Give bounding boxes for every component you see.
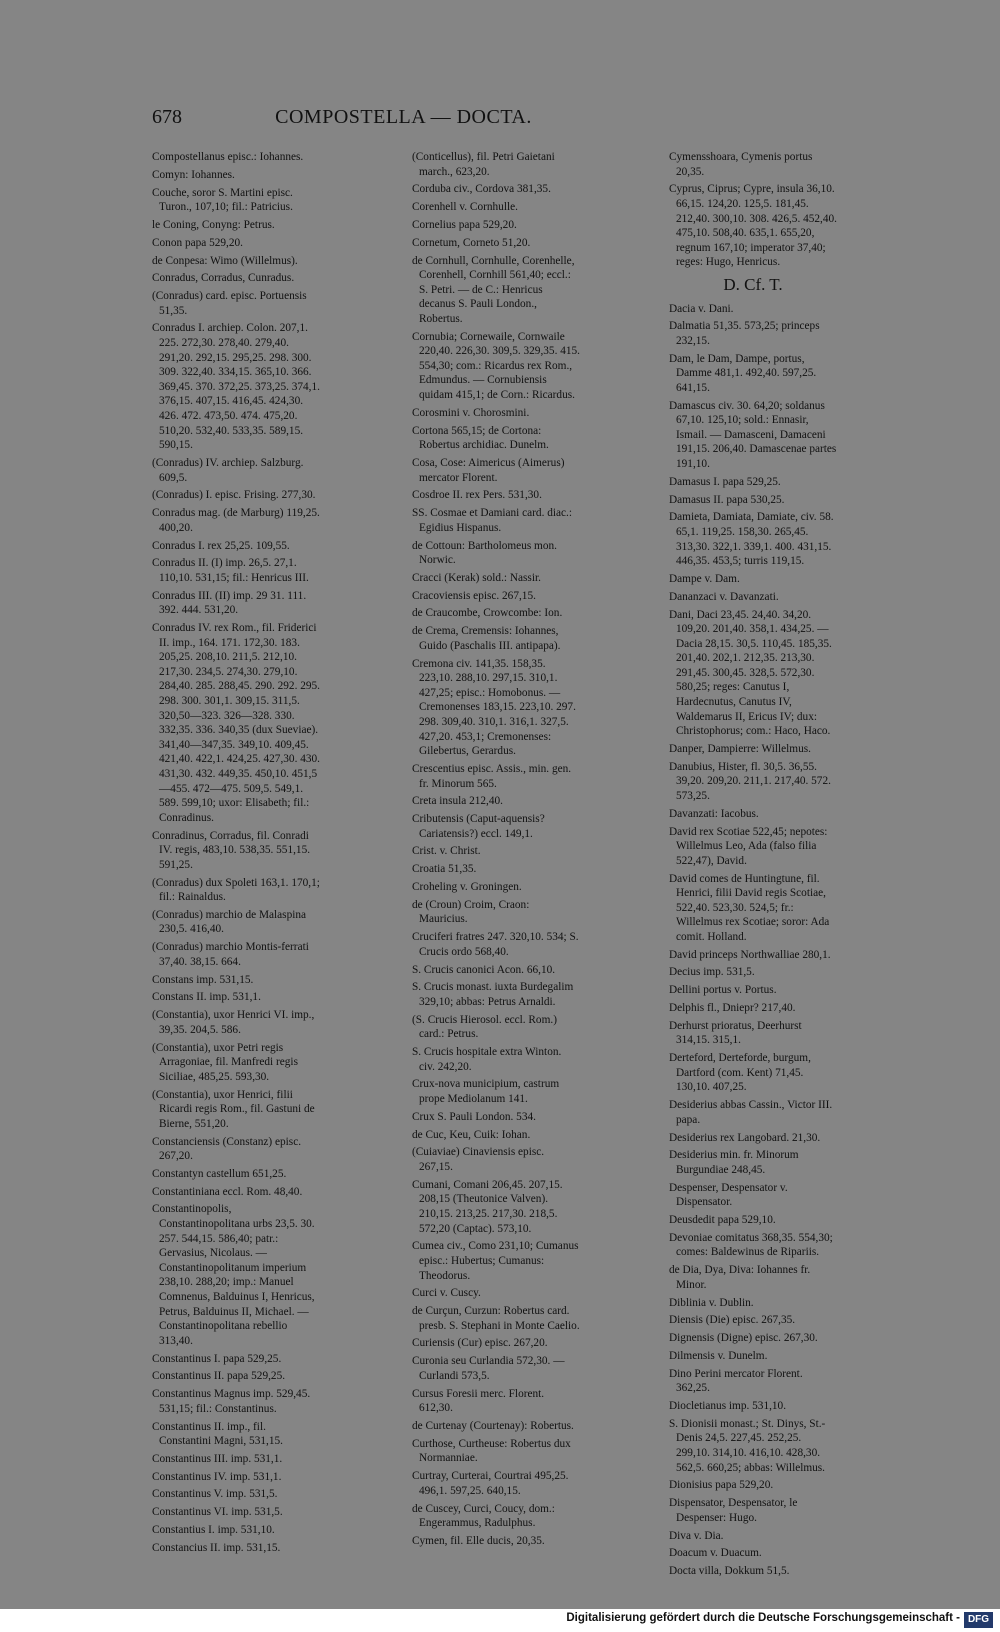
index-entry: Creta insula 212,40. [412, 795, 503, 808]
index-entry: David comes de Huntingtune, fil. Henrici, filii David regis Scotiae, 522,40. 523,30. 524,5; fr.: Willelmus rex Scotiae; soror: Ada comit. Holland. [669, 872, 830, 943]
index-entry: Conradus IV. rex Rom., fil. Friderici II. imp., 164. 171. 172,30. 183. 205,25. 208,10. 211,5. 212,10. 217,30. 234,5. 274,30. 279,10. 284,40. 285. 288,45. 290. 292. 295. 298. 300. 301,1. 309,15. 311,5. 320,50—323. 326—328. 330. 332,35. 336. 340,35 (dux Sueviae). 341,40—347,35. 349,10. 409,45. 421,40. 422,1. 424,25. 427,30. 430. 431,30. 432. 449,35. 450,10. 451,5—455. 472—475. 509,5. 549,1. 589. 599,10; uxor: Elisabeth; fil.: Conradinus. [152, 622, 320, 824]
index-entry: Constantinus V. imp. 531,5. [152, 1488, 278, 1501]
index-entry: Conradinus, Corradus, fil. Conradi IV. regis, 483,10. 538,35. 551,15. 591,25. [152, 829, 311, 871]
index-entry: Crescentius episc. Assis., min. gen. fr. Minorum 565. [412, 762, 572, 790]
index-entry: Dispensator, Despensator, le Despenser: Hugo. [669, 1497, 798, 1524]
index-entry: (Cuiaviae) Cinaviensis episc. 267,15. [412, 1146, 545, 1173]
index-entry: Curci v. Cuscy. [412, 1287, 481, 1300]
index-entry: Dam, le Dam, Dampe, portus, Damme 481,1. 492,40. 597,25. 641,15. [669, 352, 817, 394]
index-entry: Constans imp. 531,15. [152, 973, 254, 986]
index-entry: Constantinopolis, Constantinopolitana urbs 23,5. 30. 257. 544,15. 586,40; patr.: Gervasius, Nicolaus. — Constantinopolitanum imperium 238,10. 288,20; imp.: Manuel Comnenus, Balduinus I, Henricus, Petrus, Balduinus II, Michael. — Constantinopolitana rebellio 313,40. [152, 1203, 315, 1347]
index-entry: Despenser, Despensator v. Dispensator. [669, 1181, 788, 1209]
index-entry: Crux S. Pauli London. 534. [412, 1110, 536, 1123]
index-entry: (Conradus) marchio de Malaspina 230,5. 416,40. [152, 908, 307, 936]
index-entry: Desiderius min. fr. Minorum Burgundiae 248,45. [669, 1149, 799, 1176]
index-entry: Damascus civ. 30. 64,20; soldanus 67,10. 125,10; sold.: Ennasir, Ismail. — Damasceni, Damaceni 191,15. 206,40. Damascenae partes 191,10. [669, 399, 837, 471]
index-entry: Docta villa, Dokkum 51,5. [669, 1565, 790, 1578]
index-entry: de Cuscey, Curci, Coucy, dom.: Engerammus, Radulphus. [412, 1502, 555, 1530]
index-entry: de Curtenay (Courtenay): Robertus. [412, 1420, 574, 1432]
index-entry: Decius imp. 531,5. [669, 966, 755, 979]
index-entry: Delphis fl., Dniepr? 217,40. [669, 1002, 796, 1015]
footer-text: Digitalisierung gefördert durch die Deutsche Forschungsgemeinschaft - [566, 1612, 960, 1624]
index-entry: Conradus mag. (de Marburg) 119,25. 400,20. [152, 507, 320, 534]
index-entry: Dellini portus v. Portus. [669, 984, 777, 997]
index-entry: de Craucombe, Crowcombe: Ion. [412, 607, 563, 620]
index-entry: S. Crucis monast. iuxta Burdegalim 329,10; abbas: Petrus Arnaldi. [412, 981, 574, 1008]
index-entry: S. Dionisii monast.; St. Dinys, St.-Denis 24,5. 227,45. 252,25. 299,10. 314,10. 416,10. 428,30. 562,5. 660,25; abbas: Willelmus. [669, 1417, 826, 1474]
index-column-1 [152, 150, 320, 1559]
index-entry: Crux-nova municipium, castrum prope Mediolanum 141. [412, 1078, 560, 1106]
index-entry: de Crema, Cremensis: Iohannes, Guido (Paschalis III. antipapa). [412, 625, 561, 652]
index-entry: Constantinus II. imp., fil. Constantini Magni, 531,15. [152, 1420, 283, 1448]
index-entry: Davanzati: Iacobus. [669, 807, 759, 820]
index-entry: Cributensis (Caput-aquensis? Cariatensis?) eccl. 149,1. [412, 813, 545, 840]
index-entry: Derteford, Derteforde, burgum, Dartford (com. Kent) 71,45. 130,10. 407,25. [669, 1052, 811, 1094]
index-entry: Comyn: Iohannes. [152, 168, 235, 181]
index-entry: (Conticellus), fil. Petri Gaietani march., 623,20. [412, 151, 555, 178]
index-entry: Damieta, Damiata, Damiate, civ. 58. 65,1. 119,25. 158,30. 265,45. 313,30. 322,1. 339,1. 400. 431,15. 446,35. 453,5; turris 119,15. [669, 511, 834, 568]
index-entry: de Cornhull, Cornhulle, Corenhelle, Corenhell, Cornhill 561,40; eccl.: S. Petri. — de C.: Henricus decanus S. Pauli London., Robertus. [412, 254, 575, 325]
index-entry: S. Crucis hospitale extra Winton. civ. 242,20. [412, 1046, 562, 1073]
index-entry: Diocletianus imp. 531,10. [669, 1400, 787, 1413]
page-title: COMPOSTELLA — DOCTA. [275, 106, 532, 128]
index-entry: Cursus Foresii merc. Florent. 612,30. [412, 1387, 545, 1415]
index-entry: David princeps Northwalliae 280,1. [669, 948, 831, 961]
index-entry: de Curçun, Curzun: Robertus card. presb. S. Stephani in Monte Caelio. [412, 1305, 580, 1332]
index-entry: Constantiniana eccl. Rom. 48,40. [152, 1185, 303, 1198]
index-entry: de Cuc, Keu, Cuik: Iohan. [412, 1128, 531, 1141]
index-entry: Constantinus IV. imp. 531,1. [152, 1470, 282, 1483]
index-entry: Couche, soror S. Martini episc. Turon., 107,10; fil.: Patricius. [152, 186, 293, 214]
index-entry: Cosdroe II. rex Pers. 531,30. [412, 489, 542, 502]
index-entry: de Cottoun: Bartholomeus mon. Norwic. [412, 539, 557, 567]
index-entry: Derhurst prioratus, Deerhurst 314,15. 315,1. [669, 1019, 802, 1047]
index-entry: le Coning, Conyng: Petrus. [152, 218, 275, 231]
index-entry: Corduba civ., Cordova 381,35. [412, 183, 551, 196]
index-entry: Cornetum, Corneto 51,20. [412, 236, 531, 249]
index-entry: Croheling v. Groningen. [412, 881, 522, 894]
index-entry: Conradus I. archiep. Colon. 207,1. 225. 272,30. 278,40. 279,40. 291,20. 292,15. 295,25. 298. 300. 309. 322,40. 334,15. 365,10. 366. 369,45. 370. 372,25. 373,25. 374,1. 376,15. 407,15. 416,45. 424,30. 426. 472. 473,50. 474. 475,20. 510,20. 532,40. 533,35. 589,15. 590,15. [152, 322, 320, 452]
index-entry: Curthose, Curtheuse: Robertus dux Normanniae. [412, 1437, 571, 1465]
index-entry: Conradus, Corradus, Cunradus. [152, 272, 295, 285]
index-entry: (Constantia), uxor Petri regis Arragoniae, fil. Manfredi regis Siciliae, 485,25. 593,30. [152, 1041, 298, 1083]
index-entry: Constantius I. imp. 531,10. [152, 1524, 275, 1536]
index-entry: Corosmini v. Chorosmini. [412, 406, 530, 419]
index-entry: Conon papa 529,20. [152, 236, 243, 249]
index-entry: Dalmatia 51,35. 573,25; princeps 232,15. [669, 320, 820, 347]
index-entry: Conradus II. (I) imp. 26,5. 27,1. 110,10. 531,15; fil.: Henricus III. [152, 557, 309, 584]
index-column-3 [669, 150, 837, 1582]
index-entry: Compostellanus episc.: Iohannes. [152, 151, 304, 163]
index-entry: de (Croun) Croim, Craon: Mauricius. [412, 898, 530, 926]
index-entry: (Constantia), uxor Henrici, filii Ricardi regis Rom., fil. Gastuni de Bierne, 551,20. [152, 1088, 315, 1130]
index-entry: Cymen, fil. Elle ducis, 20,35. [412, 1534, 545, 1547]
index-entry: Cyprus, Ciprus; Cypre, insula 36,10. 66,15. 124,20. 125,5. 181,45. 212,40. 300,10. 308. 426,5. 452,40. 475,10. 508,40. 635,1. 655,20, regnum 167,10; imperator 37,40; reges: Hugo, Henricus. [669, 183, 837, 269]
index-entry: Constanciensis (Constanz) episc. 267,20. [152, 1135, 302, 1163]
index-entry: Desiderius rex Langobard. 21,30. [669, 1131, 821, 1144]
index-entry: Cumani, Comani 206,45. 207,15. 208,15 (Theutonice Valven). 210,15. 213,25. 217,30. 218,5. 572,20 (Captac). 573,10. [412, 1178, 563, 1235]
digitization-footer [0, 1609, 1000, 1632]
index-entry: Doacum v. Duacum. [669, 1547, 762, 1560]
index-entry: de Dia, Dya, Diva: Iohannes fr. Minor. [669, 1264, 811, 1291]
index-entry: (Conradus) dux Spoleti 163,1. 170,1; fil.: Rainaldus. [152, 876, 320, 904]
index-entry: Dino Perini mercator Florent. 362,25. [669, 1367, 803, 1395]
index-entry: Constancius II. imp. 531,15. [152, 1541, 281, 1554]
index-entry: Damasus I. papa 529,25. [669, 475, 781, 488]
dfg-logo: DFG [964, 1612, 993, 1628]
index-entry: Diblinia v. Dublin. [669, 1296, 754, 1309]
index-entry: Dilmensis v. Dunelm. [669, 1349, 768, 1362]
index-column-2 [412, 150, 580, 1552]
index-entry: Diva v. Dia. [669, 1529, 724, 1542]
index-entry: Constantinus II. papa 529,25. [152, 1370, 286, 1383]
index-entry: Cremona civ. 141,35. 158,35. 223,10. 288,10. 297,15. 310,1. 427,25; episc.: Homobonus. — Cremonenses 183,15. 223,10. 297. 298. 309,40. 310,1. 316,1. 327,5. 427,20. 453,1; Cremonenses: Gilebertus, Gerardus. [412, 657, 576, 758]
index-entry: Cracci (Kerak) sold.: Nassir. [412, 571, 541, 584]
index-entry: Cosa, Cose: Aimericus (Aimerus) mercator Florent. [412, 456, 565, 484]
index-entry: Cracoviensis episc. 267,15. [412, 589, 536, 602]
index-entry: Dignensis (Digne) episc. 267,30. [669, 1332, 818, 1345]
index-entry: Cymensshoara, Cymenis portus 20,35. [669, 151, 813, 178]
index-entry: Constans II. imp. 531,1. [152, 991, 261, 1004]
page-header [152, 106, 655, 136]
index-entry: (Conradus) IV. archiep. Salzburg. 609,5. [152, 456, 304, 484]
index-entry: Dani, Daci 23,45. 24,40. 34,20. 109,20. 201,40. 358,1. 434,25. — Dacia 28,15. 30,5. 110,45. 185,35. 201,40. 202,1. 212,35. 213,30. 291,45. 300,45. 328,5. 572,30. 580,25; reges: Canutus I, Hardecnutus, Canutus IV, Waldemarus II, Ericus IV; dux: Christophorus; com.: Haco, Haco. [669, 608, 832, 738]
index-entry: Constantinus Magnus imp. 529,45. 531,15; fil.: Constantinus. [152, 1388, 311, 1415]
index-entry: Danper, Dampierre: Willelmus. [669, 743, 811, 756]
index-entry: Cornubia; Cornewaile, Cornwaile 220,40. 226,30. 309,5. 329,35. 415. 554,30; com.: Ricardus rex Rom., Edmundus. — Cornubiensis quidam 415,1; de Corn.: Ricardus. [412, 330, 580, 402]
index-entry: Diensis (Die) episc. 267,35. [669, 1314, 796, 1327]
index-entry: Constantinus VI. imp. 531,5. [152, 1506, 283, 1519]
index-entry: Croatia 51,35. [412, 863, 477, 876]
page-number: 678 [152, 106, 182, 128]
index-entry: Cortona 565,15; de Cortona: Robertus archidiac. Dunelm. [412, 424, 549, 452]
index-entry: Dacia v. Dani. [669, 302, 734, 315]
index-entry: Cruciferi fratres 247. 320,10. 534; S. Crucis ordo 568,40. [412, 931, 579, 958]
index-entry: de Conpesa: Wimo (Willelmus). [152, 254, 298, 267]
index-entry: (S. Crucis Hierosol. eccl. Rom.) card.: Petrus. [412, 1013, 557, 1041]
index-entry: Dionisius papa 529,20. [669, 1479, 774, 1492]
index-entry: Damasus II. papa 530,25. [669, 493, 785, 506]
index-entry: Corenhell v. Cornhulle. [412, 201, 518, 214]
index-entry: Curtray, Curterai, Courtrai 495,25. 496,1. 597,25. 640,15. [412, 1470, 569, 1497]
index-entry: SS. Cosmae et Damiani card. diac.: Egidius Hispanus. [412, 507, 572, 534]
index-entry: Curiensis (Cur) episc. 267,20. [412, 1337, 548, 1350]
index-entry: Desiderius abbas Cassin., Victor III. papa. [669, 1099, 833, 1126]
index-entry: Curonia seu Curlandia 572,30. — Curlandi 573,5. [412, 1355, 565, 1382]
index-entry: Dananzaci v. Davanzati. [669, 590, 779, 603]
index-entry: Dampe v. Dam. [669, 572, 740, 585]
index-entry: (Constantia), uxor Henrici VI. imp., 39,35. 204,5. 586. [152, 1009, 315, 1036]
index-entry: S. Crucis canonici Acon. 66,10. [412, 963, 556, 976]
index-entry: (Conradus) I. episc. Frising. 277,30. [152, 489, 316, 502]
index-entry: (Conradus) marchio Montis-ferrati 37,40. 38,15. 664. [152, 941, 309, 968]
index-entry: Conradus III. (II) imp. 29 31. 111. 392. 444. 531,20. [152, 589, 307, 617]
index-entry: Constantinus III. imp. 531,1. [152, 1452, 283, 1465]
index-entry: Crist. v. Christ. [412, 845, 481, 858]
index-entry: Conradus I. rex 25,25. 109,55. [152, 539, 290, 552]
index-entry: Constantinus I. papa 529,25. [152, 1352, 282, 1365]
index-entry: Deusdedit papa 529,10. [669, 1214, 776, 1227]
index-entry: Cumea civ., Como 231,10; Cumanus episc.: Hubertus; Cumanus: Theodorus. [412, 1240, 579, 1282]
index-entry: Constantyn castellum 651,25. [152, 1167, 287, 1180]
index-entry: Cornelius papa 529,20. [412, 218, 517, 231]
index-entry: David rex Scotiae 522,45; nepotes: Willelmus Leo, Ada (falso filia 522,47), David. [669, 825, 828, 867]
index-entry: Danubius, Hister, fl. 30,5. 36,55. 39,20. 209,20. 211,1. 217,40. 572. 573,25. [669, 760, 831, 802]
section-heading: D. Cf. T. [723, 274, 783, 294]
index-entry: Devoniae comitatus 368,35. 554,30; comes: Baldewinus de Ripariis. [669, 1231, 833, 1259]
index-entry: (Conradus) card. episc. Portuensis 51,35. [152, 290, 307, 317]
